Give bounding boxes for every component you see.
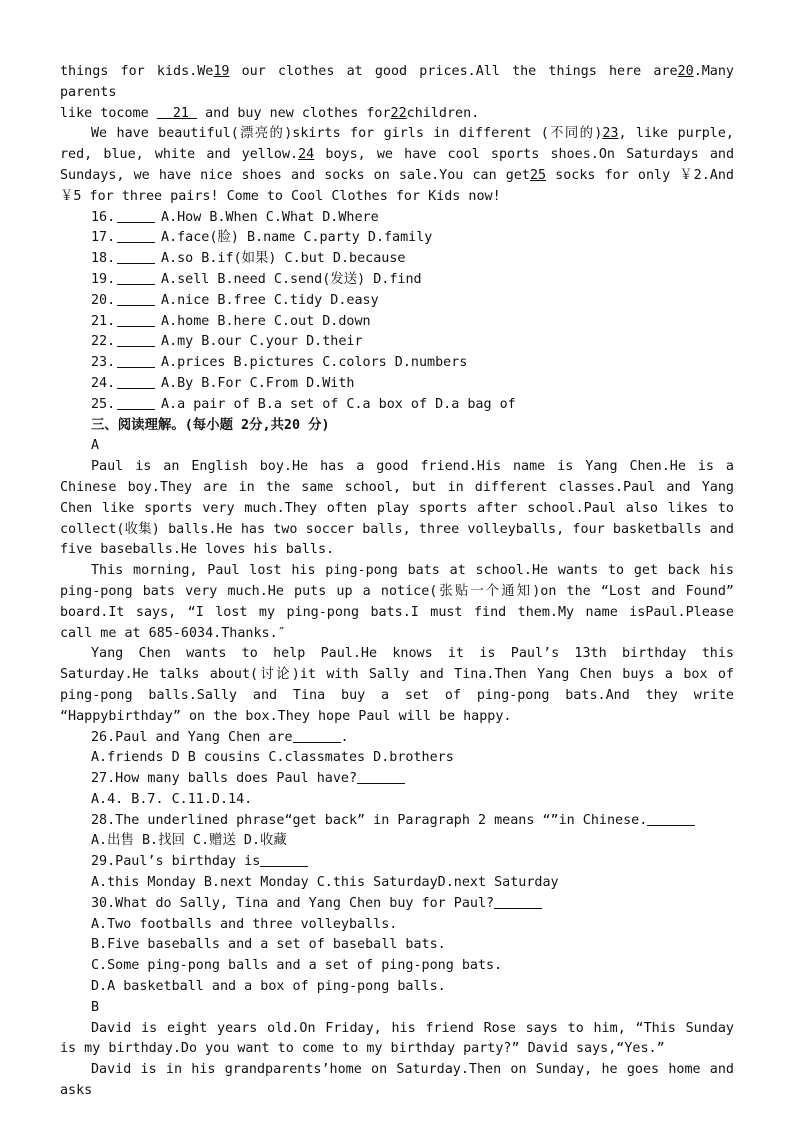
blank-24: 24	[298, 147, 315, 163]
passage-b-paragraph: David is eight years old.On Friday, his friend Rose says to him, “This Sunday is my birthday.Do you want to come to my birthday party?” David says,“Yes.”	[60, 1020, 734, 1057]
reading-question: 26.Paul and Yang Chen are .	[91, 729, 349, 745]
blank-20: 20	[677, 64, 694, 79]
cloze-question: 22. A.my B.our C.your D.their	[91, 334, 363, 350]
cloze-question: 24. A.By B.For C.From D.With	[91, 375, 355, 391]
passage-line-2: like tocome 21 and buy new clothes for22children.	[60, 105, 480, 121]
section-heading: 三、阅读理解。(每小题 2分,共20 分)	[91, 417, 330, 433]
answer-blank[interactable]	[260, 853, 308, 867]
answer-blank[interactable]	[647, 812, 695, 826]
answer-blank[interactable]	[117, 271, 155, 285]
answer-blank[interactable]	[117, 229, 155, 243]
passage-b-label: B	[91, 999, 100, 1015]
reading-question: 29.Paul’s birthday is	[60, 852, 734, 873]
reading-options: A.this Monday B.next Monday C.this SaturdayD.next Saturday	[91, 875, 559, 891]
passage-a-paragraph: Yang Chen wants to help Paul.He knows it is Paul’s 13th birthday this Saturday.He talks about(讨论)it with Sally and Tina.Then Yang Chen buys a box of ping-pong balls.Sally and Tina buy a set of ping-pong bats.And they write “Happybirthday” on the box.They hope Paul will be happy.	[60, 646, 734, 724]
passage-a-paragraph: Paul is an English boy.He has a good friend.His name is Yang Chen.He is a Chinese boy.They are in the same school, but in different classes.Paul and Yang Chen like sports very much.They often play sports after school.Paul also likes to collect(收集) balls.He has two soccer balls, three volleyballs, four basketballs and five baseballs.He loves his balls.	[60, 459, 734, 558]
cloze-question: 20. A.nice B.free C.tidy D.easy	[91, 292, 379, 308]
blank-23: 23	[602, 126, 619, 142]
passage-line-1: things for kids.We19 our clothes at good prices.All the things here are20.Many parents	[60, 64, 734, 100]
blank-21: 21	[172, 105, 189, 121]
cloze-question: 21. A.home B.here C.out D.down	[91, 313, 371, 329]
reading-options: C.Some ping-pong balls and a set of ping-pong bats.	[91, 958, 503, 974]
passage-a-paragraph: This morning, Paul lost his ping-pong bats at school.He wants to get back his ping-pong bats very much.He puts up a notice(张贴一个通知)on the “Lost and Found” board.It says, “I lost my ping-pong bats.I must find them.My name isPaul.Please call me at 685-6034.Thanks.″	[60, 563, 734, 641]
reading-question: 28.The underlined phrase“get back” in Paragraph 2 means “”in Chinese.	[60, 811, 734, 832]
answer-blank[interactable]	[293, 729, 341, 743]
answer-blank[interactable]	[117, 250, 155, 264]
reading-options: A.出售 B.找回 C.赠送 D.收藏	[91, 833, 287, 849]
answer-blank[interactable]	[357, 770, 405, 784]
cloze-question: 18. A.so B.if(如果) C.but D.because	[91, 251, 406, 267]
answer-blank[interactable]	[117, 396, 155, 410]
answer-blank[interactable]	[117, 209, 155, 223]
passage-b-paragraph: David is in his grandparents’home on Saturday.Then on Sunday, he goes home and asks	[60, 1062, 734, 1099]
cloze-question: 19. A.sell B.need C.send(发送) D.find	[91, 271, 422, 287]
reading-options: A.Two footballs and three volleyballs.	[91, 916, 398, 932]
blank-19: 19	[213, 64, 230, 79]
cloze-question: 23. A.prices B.pictures C.colors D.numbers	[91, 355, 468, 371]
reading-question-list	[60, 728, 734, 998]
answer-blank[interactable]	[117, 375, 155, 389]
reading-question: 30.What do Sally, Tina and Yang Chen buy for Paul?	[60, 894, 734, 915]
cloze-question-list	[60, 208, 734, 416]
cloze-question: 16. A.How B.When C.What D.Where	[91, 209, 379, 225]
answer-blank[interactable]	[117, 333, 155, 347]
answer-blank[interactable]	[117, 313, 155, 327]
reading-options: B.Five baseballs and a set of baseball bats.	[91, 937, 446, 953]
blank-22: 22	[390, 105, 407, 121]
document-page	[60, 62, 734, 1102]
answer-blank[interactable]	[117, 292, 155, 306]
passage-a-label: A	[91, 438, 100, 454]
cloze-question: 17. A.face(脸) B.name C.party D.family	[91, 230, 433, 246]
passage-paragraph-2: We have beautiful(漂亮的)skirts for girls in different (不同的)23, like purple, red, blue, white and yellow.24 boys, we have cool sports shoes.On Saturdays and Sundays, we have nice shoes and socks on sale.You can get25 socks for only ￥2.And ￥5 for three pairs! Come to Cool Clothes for Kids now!	[60, 126, 735, 204]
reading-options: A.4. B.7. C.11.D.14.	[91, 791, 253, 807]
cloze-question: 25. A.a pair of B.a set of C.a box of D.a bag of	[91, 396, 516, 412]
blank-25: 25	[529, 167, 547, 183]
answer-blank[interactable]	[117, 354, 155, 368]
reading-options: D.A basketball and a box of ping-pong balls.	[91, 979, 446, 995]
reading-question: 27.How many balls does Paul have?	[60, 769, 734, 790]
answer-blank[interactable]	[494, 895, 542, 909]
reading-options: A.friends D B cousins C.classmates D.brothers	[91, 750, 454, 766]
